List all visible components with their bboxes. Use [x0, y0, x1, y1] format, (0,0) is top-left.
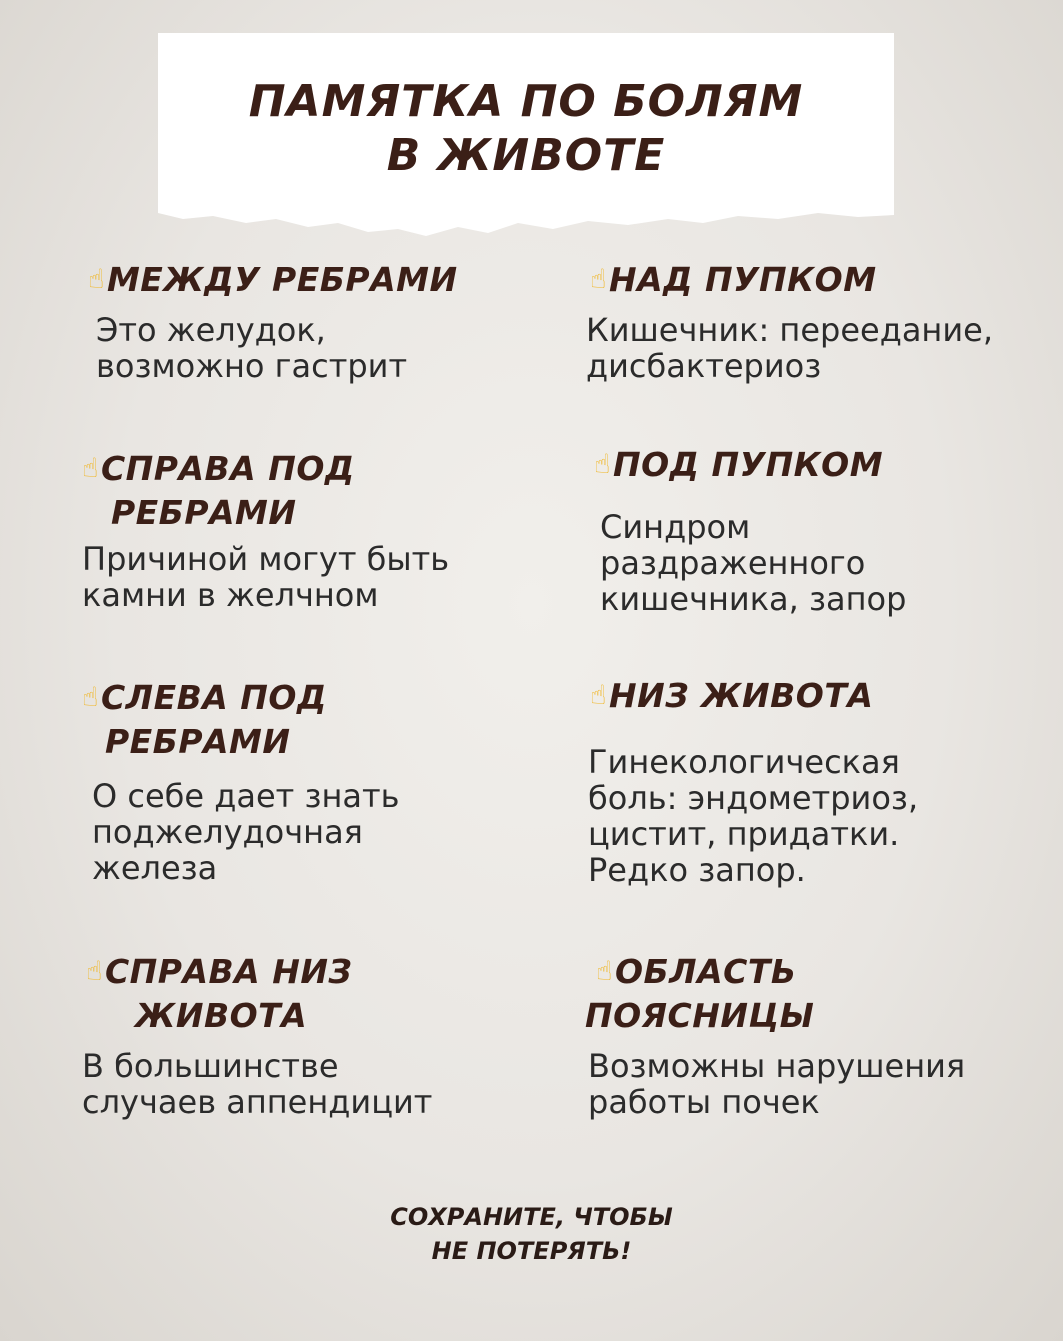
- text-line: Гинекологическая: [588, 743, 900, 781]
- section-heading: [82, 447, 449, 535]
- text-line: кишечника, запор: [600, 580, 907, 618]
- title-card: [158, 33, 894, 238]
- section-heading: [590, 674, 918, 718]
- section-heading: [590, 258, 993, 302]
- pointing-finger-icon: ☝: [596, 956, 613, 987]
- text-line: О себе дает знать: [92, 777, 400, 815]
- section-text: [588, 1048, 965, 1120]
- section-text: [586, 312, 993, 384]
- section-text: [82, 541, 449, 613]
- text-line: возможно гастрит: [96, 347, 408, 385]
- text-line: случаев аппендицит: [82, 1083, 433, 1121]
- text-line: Это желудок,: [96, 311, 326, 349]
- footer-note: [0, 1200, 1063, 1268]
- text-line: В большинстве: [82, 1047, 339, 1085]
- section-above-navel: [586, 258, 993, 385]
- text-line: Синдром: [600, 508, 751, 546]
- title-line-1: ПАМЯТКА ПО БОЛЯМ: [248, 76, 804, 127]
- pointing-finger-icon: ☝: [86, 956, 103, 987]
- pointing-finger-icon: ☝: [590, 264, 607, 295]
- text-line: цистит, придатки.: [588, 815, 900, 853]
- heading-line: ОБЛАСТЬ: [614, 952, 797, 991]
- text-line: дисбактериоз: [586, 347, 822, 385]
- title-line-2: В ЖИВОТЕ: [386, 130, 666, 181]
- text-line: Кишечник: переедание,: [586, 311, 993, 349]
- section-heading: [88, 258, 458, 302]
- heading-line: НАД ПУПКОМ: [608, 260, 877, 299]
- pointing-finger-icon: ☝: [82, 453, 99, 484]
- heading-line: СЛЕВА ПОД: [100, 678, 327, 717]
- pointing-finger-icon: ☝: [590, 680, 607, 711]
- text-line: железа: [92, 849, 218, 887]
- text-line: камни в желчном: [82, 576, 379, 614]
- section-text: [92, 778, 400, 886]
- section-right-under-ribs: [82, 447, 449, 613]
- footer-line-1: СОХРАНИТЕ, ЧТОБЫ: [390, 1203, 673, 1231]
- section-between-ribs: [88, 258, 458, 384]
- heading-line: СПРАВА НИЗ: [104, 952, 353, 991]
- section-right-lower-abdomen: [82, 950, 433, 1121]
- section-lower-back: [584, 950, 966, 1121]
- heading-line: СПРАВА ПОД: [100, 449, 355, 488]
- section-text: [82, 1048, 432, 1120]
- pointing-finger-icon: ☝: [594, 449, 611, 480]
- section-lower-abdomen: [590, 674, 918, 888]
- text-line: поджелудочная: [92, 813, 363, 851]
- section-below-navel: [594, 443, 906, 617]
- footer-line-2: НЕ ПОТЕРЯТЬ!: [431, 1237, 632, 1265]
- text-line: боль: эндометриоз,: [588, 779, 919, 817]
- section-heading: [86, 950, 432, 1038]
- text-line: Редко запор.: [588, 851, 806, 889]
- heading-line: ЖИВОТА: [134, 996, 308, 1035]
- section-heading: [584, 950, 965, 1038]
- text-line: Возможны нарушения: [588, 1047, 966, 1085]
- heading-line: РЕБРАМИ: [104, 722, 291, 761]
- section-text: [600, 509, 906, 617]
- section-left-under-ribs: [82, 676, 400, 886]
- pointing-finger-icon: ☝: [88, 264, 105, 295]
- heading-line: МЕЖДУ РЕБРАМИ: [106, 260, 458, 299]
- page-title: [158, 75, 894, 183]
- text-line: работы почек: [588, 1083, 820, 1121]
- text-line: раздраженного: [600, 544, 866, 582]
- section-heading: [594, 443, 906, 487]
- section-heading: [82, 676, 400, 764]
- heading-line: НИЗ ЖИВОТА: [608, 676, 874, 715]
- text-line: Причиной могут быть: [82, 540, 450, 578]
- pointing-finger-icon: ☝: [82, 682, 99, 713]
- heading-line: ПОЯСНИЦЫ: [584, 996, 815, 1035]
- heading-line: ПОД ПУПКОМ: [612, 445, 884, 484]
- heading-line: РЕБРАМИ: [110, 493, 297, 532]
- section-text: [96, 312, 458, 384]
- section-text: [588, 744, 918, 888]
